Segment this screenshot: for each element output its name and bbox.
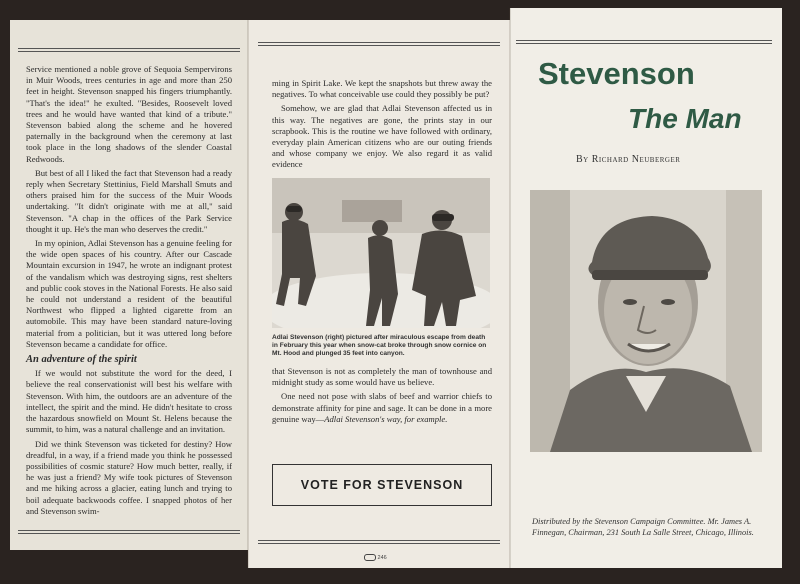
middle-paragraph-1: ming in Spirit Lake. We kept the snapshots but threw away the negatives. To what conceivable use could they possibly be put? — [272, 78, 492, 100]
middle-paragraph-3: that Stevenson is not as completely the man of townhouse and midnight study as some would have us believe. — [272, 366, 492, 388]
top-rule-2 — [18, 51, 240, 52]
union-print-mark — [364, 554, 387, 561]
title-the-man: The Man — [628, 103, 742, 134]
top-rule — [258, 42, 500, 43]
stevenson-portrait-photo — [530, 190, 762, 452]
middle-bottom-text — [272, 366, 492, 428]
title-stevenson: Stevenson — [538, 56, 695, 91]
left-paragraph-5: Did we think Stevenson was ticketed for destiny? How dreadful, in a way, if a friend made you think he possessed possibilities of cosmic stature? How much better, really, if he was just a friend? My wife took pictures of Stevenson and me hiking across a glacier, eating lunch and trying to boil adequate backwoods coffee. I snapped photos of her and Stevenson swim- — [26, 438, 232, 516]
left-panel — [10, 20, 248, 550]
middle-paragraph-2: Somehow, we are glad that Adlai Stevenson affected us in this way. The negatives are gone, the prints stay in our scrapbook. This is the routine we have followed with ordinary, everyday plain American citizens who are our outing friends and whose company we enjoy. We also regard it as valid evidence — [272, 103, 492, 170]
left-column-text — [26, 64, 232, 520]
bottom-rule-2 — [258, 543, 500, 544]
bottom-rule — [258, 540, 500, 541]
left-paragraph-3: In my opinion, Adlai Stevenson has a genuine feeling for the wide open spaces of his country. After our Cascade Mountain excursion in 1947, he wrote an indignant protest of the vandalism which was destroying signs, rest shelters and public cook stoves in the National Forests. He also said he could not understand a resident of the beautiful Northwest who flipped a lighted cigarette from an automobile. This may have been standard nature-loving material from a politician, but it was uttered long before Stevenson became a candidate for office. — [26, 238, 232, 349]
distribution-note: Distributed by the Stevenson Campaign Committee. Mr. James A. Finnegan, Chairman, 231 South La Salle Street, Chicago, Illinois. — [532, 517, 754, 537]
snow-photo-image — [272, 178, 490, 328]
right-panel — [510, 8, 782, 568]
top-rule — [516, 40, 772, 41]
middle-paragraph-4-text: One need not pose with slabs of beef and warrior chiefs to demonstrate affinity for pine and sage. It can be done in a more genuine way— — [272, 391, 492, 424]
middle-paragraph-4 — [272, 391, 492, 425]
top-rule — [18, 48, 240, 49]
fold-line-left — [247, 20, 249, 568]
bottom-rule — [18, 530, 240, 531]
top-rule-2 — [516, 43, 772, 44]
snow-rescue-photo — [272, 178, 490, 328]
print-number: 246 — [377, 554, 387, 561]
left-paragraph-1: Service mentioned a noble grove of Sequoia Sempervirons in Muir Woods, trees centuries in age and more than 250 feet in height. Stevenson snapped his fingers triumphantly. "That's the idea!" he exulted. "Besides, Roosevelt loved trees and he would have wanted that kind of a tribute." Stevenson babied along the scheme and he hovered paternally in the background when the ceremony at last took place in the long shadows of the slender Coastal Redwoods. — [26, 64, 232, 164]
portrait-image — [530, 190, 762, 452]
photo-caption: Adlai Stevenson (right) pictured after miraculous escape from death in February this year when snow-cat broke through snow cornice on Mt. Hood and plunged 35 feet into canyon. — [272, 334, 487, 357]
byline: By Richard Neuberger — [576, 154, 681, 165]
left-paragraph-4: If we would not substitute the word for the deed, I believe the real conservationist will best his welfare with Stevenson. With him, the outdoors are an adventure of the intellect, the spirit and the mind. He didn't hesitate to cross the hazardous snowfield on Mount St. Helens because the summit, to him, was a natural challenge and an invitation. — [26, 368, 232, 435]
section-heading: An adventure of the spirit — [26, 354, 137, 366]
vote-for-stevenson-box: VOTE FOR STEVENSON — [272, 464, 492, 506]
bottom-rule-2 — [18, 533, 240, 534]
union-bug-icon — [364, 554, 376, 561]
fold-line-right — [509, 8, 511, 568]
left-paragraph-2: But best of all I liked the fact that Stevenson had a ready reply when Secretary Stettinius, Field Marshall Smuts and others praised him for the success of the Muir Woods undertaking. "It didn't originate with me at all," said Stevenson. "A chap in the offices of the Park Service thought it up. He's the man who deserves the credit." — [26, 167, 232, 234]
middle-paragraph-4-italic: Adlai Stevenson's way, for example. — [324, 413, 448, 424]
middle-top-text — [272, 78, 492, 174]
middle-panel — [248, 20, 510, 568]
top-rule-2 — [258, 45, 500, 46]
